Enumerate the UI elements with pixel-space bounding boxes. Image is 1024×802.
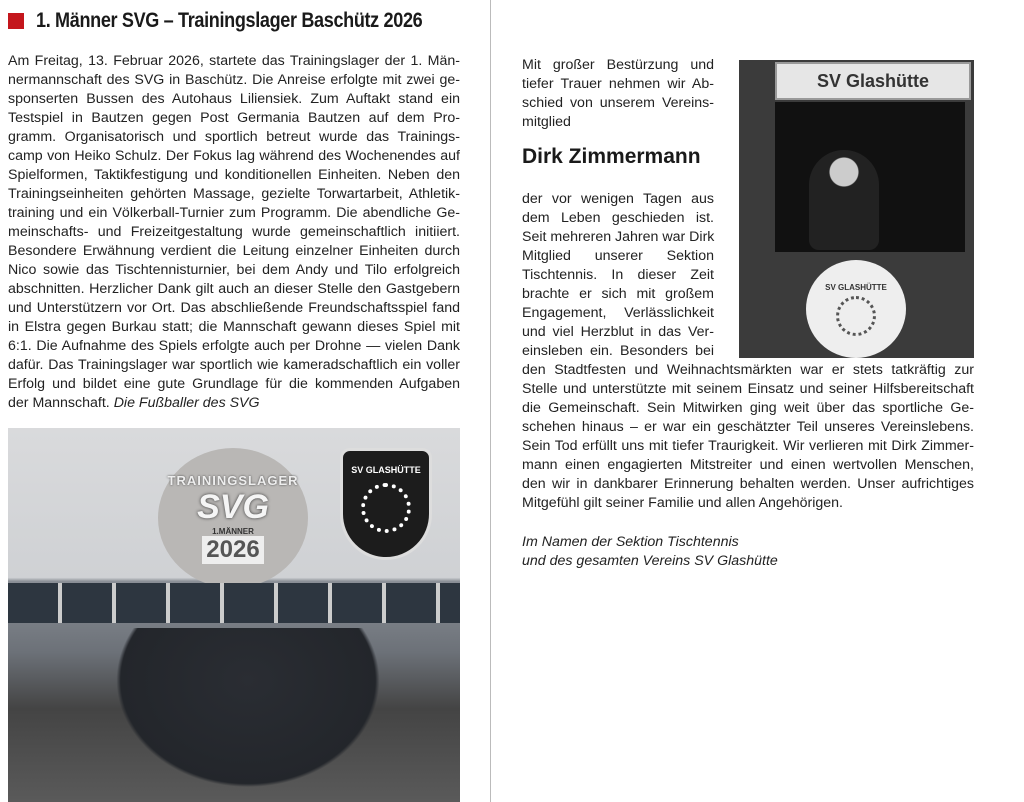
text-line: und viel Herzblut in das Ver- — [522, 324, 714, 340]
obituary-text-wide — [522, 361, 974, 513]
text-line: Tischtennis. In dieser Zeit — [522, 267, 714, 283]
obituary-signature — [522, 533, 974, 571]
text-line: dafür. Das Trainingslager war sportlich wie kameradschaftlich ein voller — [8, 357, 460, 373]
text-line: tiefer Trauer nehmen wir Ab- — [522, 76, 714, 92]
text-line: und Unterstützern vor Ort. Das abschließende Freundschaftsspiel fand — [8, 300, 460, 316]
text-line: Stelle und unterstützte mit seinem Einsatz und seiner Hilfsbereitschaft — [522, 381, 974, 397]
text-line: sponserten Bussen des Autohaus Liliensiek. Zum Auftakt stand ein — [8, 91, 460, 107]
team-photo — [8, 428, 460, 802]
text-line: Spielformen, Taktikfestigung und konditionellen Einheiten. Neben den — [8, 167, 460, 183]
red-square-icon — [8, 13, 24, 29]
text-line: der vor wenigen Tagen aus — [522, 191, 714, 207]
text-line: Engagement, Verlässlichkeit — [522, 305, 714, 321]
text-line: Nico sowie das Tischtennisturnier, bei dem Andy und Tilo erfolgreich — [8, 262, 460, 278]
obituary-photo — [739, 60, 974, 358]
team-group — [98, 628, 398, 802]
text-line: einsleben ein. Besonders bei — [522, 343, 714, 359]
text-line: mitglied — [522, 114, 571, 130]
text-line: schied von unserem Vereins- — [522, 95, 714, 111]
text-line: Trainingseinheiten gehörten Massage, gezielte Torwartarbeit, Athletik- — [8, 186, 460, 202]
text-line: den wir in dankbarer Erinnerung behalten werden. Unser aufrichtiges — [522, 476, 974, 492]
text-line: camp von Heiko Schulz. Der Fokus lag während des Wochenendes auf — [8, 148, 460, 164]
text-line: schehen hinaus – er war ein geschätzter Teil unseres Vereinslebens. — [522, 419, 974, 435]
article-body — [8, 52, 460, 413]
text-line: und des gesamten Vereins SV Glashütte — [522, 553, 778, 569]
text-line: gramm. Organisatorisch und sportlich betreut wurde das Trainings- — [8, 129, 460, 145]
text-line: Mitglied unserer Sektion — [522, 248, 714, 264]
text-line — [8, 394, 460, 413]
text-line: den Stadtfesten und Weihnachtsmärkten war er stets tatkräftig zur — [522, 362, 974, 378]
club-disc: SV GLASHÜTTE — [806, 260, 906, 358]
person — [809, 150, 879, 250]
article-title: 1. Männer SVG – Trainingslager Baschütz 2026 — [36, 9, 423, 32]
obituary-text-narrow — [522, 190, 714, 361]
text-line: der Mannschaft. — [8, 395, 110, 411]
text-line: Testspiel in Bautzen gegen Post Germania Bautzen auf dem Pro- — [8, 110, 460, 126]
club-board: SV Glashütte — [775, 62, 971, 100]
club-crest: SV GLASHÜTTE — [340, 448, 432, 560]
text-line: Besondere Erwähnung verdient die Leitung einzelner Einheiten durch — [8, 243, 460, 259]
text-line: Mitgefühl gilt seiner Familie und allen Angehörigen. — [522, 495, 843, 511]
text-line: meinschafts- und Freizeitgestaltung wurde gemeinschaftlich initiiert. — [8, 224, 460, 240]
text-line: Mit großer Bestürzung und — [522, 57, 714, 73]
obituary-intro — [522, 56, 714, 132]
building-windows — [8, 583, 460, 623]
text-line: in Elstra gegen Burkau statt; die Mannschaft gewann dieses Spiel mit — [8, 319, 460, 335]
obituary-name: Dirk Zimmermann — [522, 145, 701, 168]
text-line: nermannschaft des SVG in Baschütz. Die Anreise erfolgte mit zwei ge- — [8, 72, 460, 88]
column-divider — [490, 0, 491, 802]
text-line: training und ein Völkerball-Turnier zum Programm. Die abendliche Ge- — [8, 205, 460, 221]
article-signature: Die Fußballer des SVG — [113, 395, 260, 411]
text-line: 6:1. Die Aufnahme des Spiels erfolgte auch per Drohne — vielen Dank — [8, 338, 460, 354]
text-line: die Gemeinschaft. Sein Mitwirken ging weit über das sportliche Ge- — [522, 400, 974, 416]
text-line: abschnitten. Herzlicher Dank gilt auch an dieser Stelle den Gastgebern — [8, 281, 460, 297]
article-heading — [8, 8, 485, 34]
trainingslager-sign: TRAININGSLAGER SVG 1.MÄNNER 2026 — [158, 448, 308, 588]
text-line: Seit mehreren Jahren war Dirk — [522, 229, 715, 245]
text-line: Am Freitag, 13. Februar 2026, startete das Trainingslager der 1. Män- — [8, 53, 460, 69]
text-line: brachte er sich mit großem — [522, 286, 714, 302]
text-line: dem Leben geschieden ist. — [522, 210, 714, 226]
text-line: Erfolg und bildet eine gute Grundlage für die kommenden Aufgaben — [8, 376, 460, 392]
text-line: mann einen engagierten Mitstreiter und einen wertvollen Menschen, — [522, 457, 974, 473]
text-line: Sein Tod erfüllt uns mit tiefer Traurigkeit. Wir verlieren mit Dirk Zimmer- — [522, 438, 974, 454]
text-line: Im Namen der Sektion Tischtennis — [522, 534, 739, 550]
